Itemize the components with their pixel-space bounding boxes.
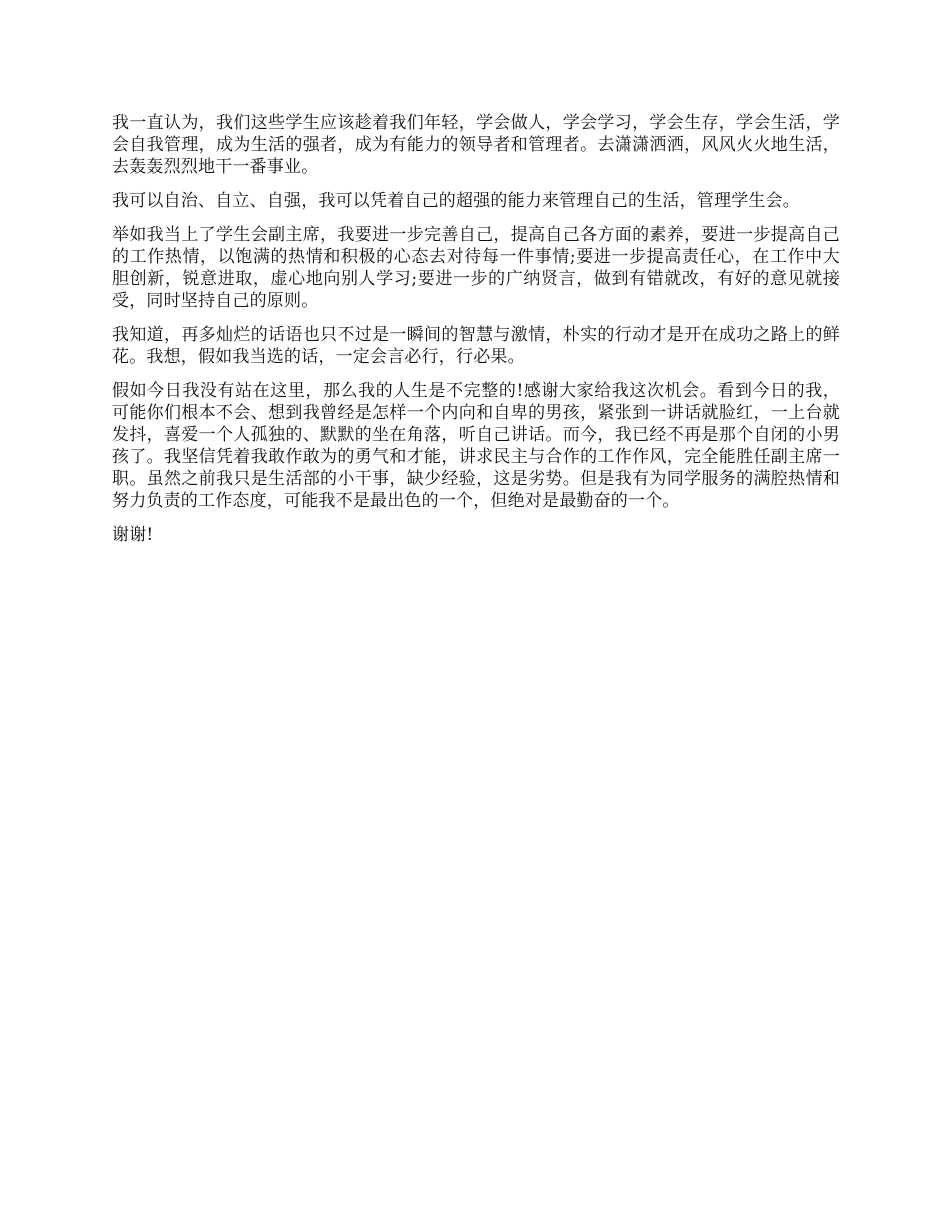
- document-body: [112, 112, 840, 558]
- paragraph-2: 我可以自治、自立、自强，我可以凭着自己的超强的能力来管理自己的生活，管理学生会。: [112, 191, 800, 211]
- paragraph-5: 假如今日我没有站在这里，那么我的人生是不完整的!感谢大家给我这次机会。看到今日的我，可能你们根本不会、想到我曾经是怎样一个内向和自卑的男孩，紧张到一讲话就脸红，一上台就发抖，喜爱一个人孤独的、默默的坐在角落，听自己讲话。而今，我已经不再是那个自闭的小男孩了。我坚信凭着我敢作敢为的勇气和才能，讲求民主与合作的工作作风，完全能胜任副主席一职。虽然之前我只是生活部的小干事，缺少经验，这是劣势。但是我有为同学服务的满腔热情和努力负责的工作态度，可能我不是最出色的一个，但绝对是最勤奋的一个。: [112, 381, 840, 511]
- paragraph-1: 我一直认为，我们这些学生应该趁着我们年轻，学会做人，学会学习，学会生存，学会生活，学会自我管理，成为生活的强者，成为有能力的领导者和管理者。去潇潇洒洒，风风火火地生活，去轰轰烈烈地干一番事业。: [112, 113, 840, 177]
- paragraph-3: 举如我当上了学生会副主席，我要进一步完善自己，提高自己各方面的素养，要进一步提高自己的工作热情，以饱满的热情和积极的心态去对待每一件事情;要进一步提高责任心，在工作中大胆创新，锐意进取，虚心地向别人学习;要进一步的广纳贤言，做到有错就改，有好的意见就接受，同时坚持自己的原则。: [112, 225, 840, 311]
- closing-thanks: 谢谢!: [112, 525, 154, 545]
- paragraph-4: 我知道，再多灿烂的话语也只不过是一瞬间的智慧与激情，朴实的行动才是开在成功之路上的鲜花。我想，假如我当选的话，一定会言必行，行必果。: [112, 325, 840, 367]
